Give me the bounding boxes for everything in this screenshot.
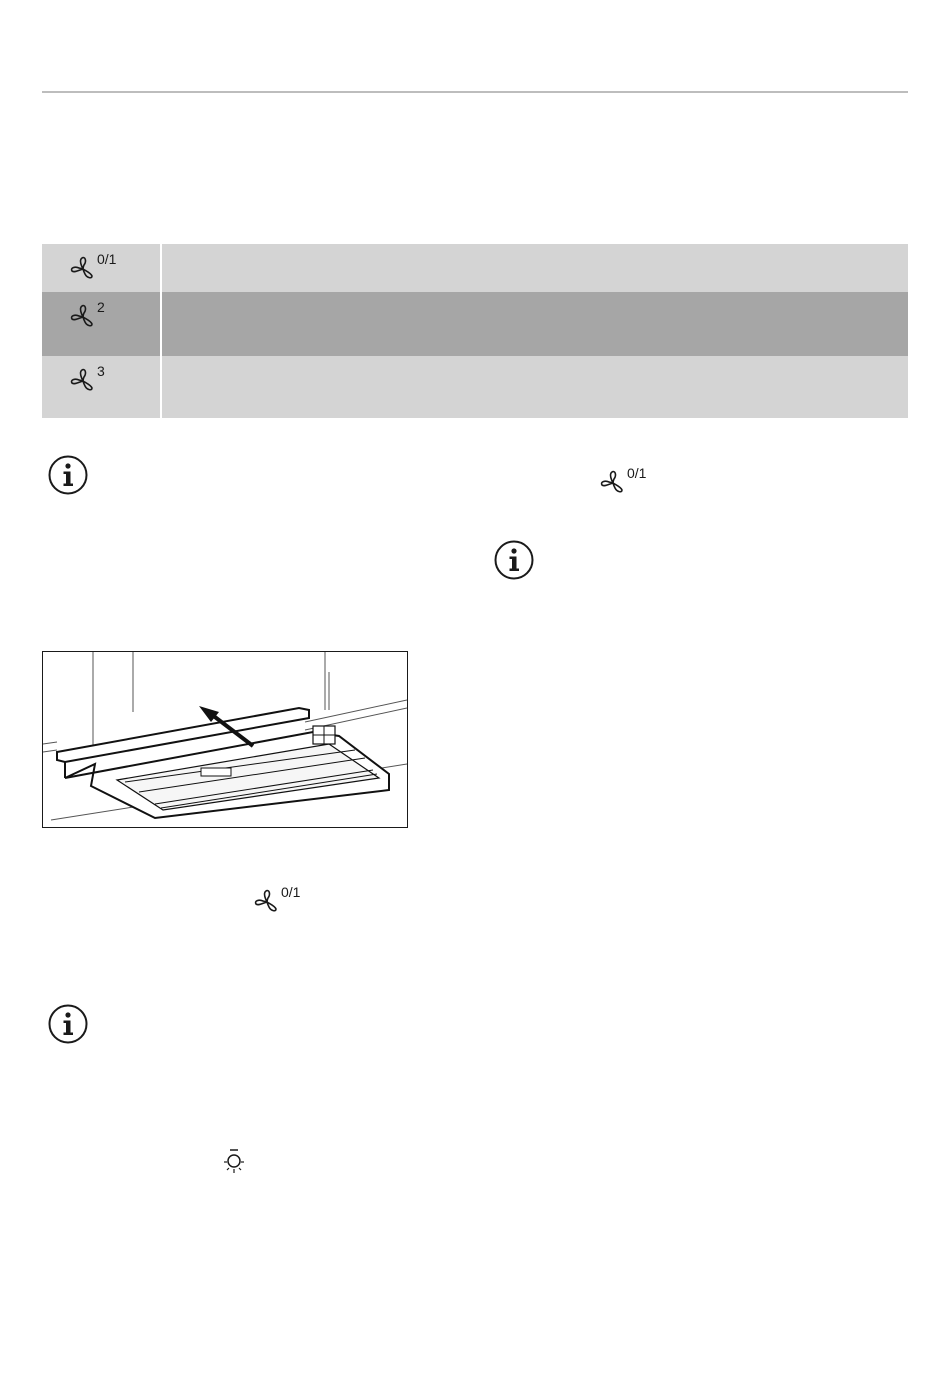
info-icon xyxy=(494,540,534,580)
fan-speed-level: 0/1 xyxy=(627,465,647,481)
symbol-cell xyxy=(42,244,162,292)
fan-speed-symbol-inline xyxy=(600,466,646,494)
fan-speed-symbol-inline xyxy=(254,885,300,913)
fan-speed-level: 3 xyxy=(97,363,105,379)
fan-speed-symbol xyxy=(70,364,105,392)
pull-out-hood-drawing xyxy=(43,652,407,827)
header-rule xyxy=(42,91,908,93)
fan-icon xyxy=(70,256,96,280)
symbol-cell xyxy=(42,356,162,418)
fan-speed-symbol xyxy=(70,252,116,280)
fan-speed-level: 2 xyxy=(97,299,105,315)
fan-speed-level: 0/1 xyxy=(281,884,301,900)
fan-icon xyxy=(254,889,280,913)
fan-icon xyxy=(70,368,96,392)
light-bulb-icon xyxy=(222,1148,246,1176)
info-icon xyxy=(48,455,88,495)
fan-icon xyxy=(600,470,626,494)
fan-speed-symbol xyxy=(70,300,105,328)
hood-illustration xyxy=(42,651,408,828)
table-row xyxy=(42,356,908,418)
symbol-cell xyxy=(42,292,162,356)
fan-icon xyxy=(70,304,96,328)
table-row xyxy=(42,244,908,292)
table-row xyxy=(42,292,908,356)
fan-speed-level: 0/1 xyxy=(97,251,117,267)
info-icon xyxy=(48,1004,88,1044)
fan-speed-table xyxy=(42,244,908,418)
